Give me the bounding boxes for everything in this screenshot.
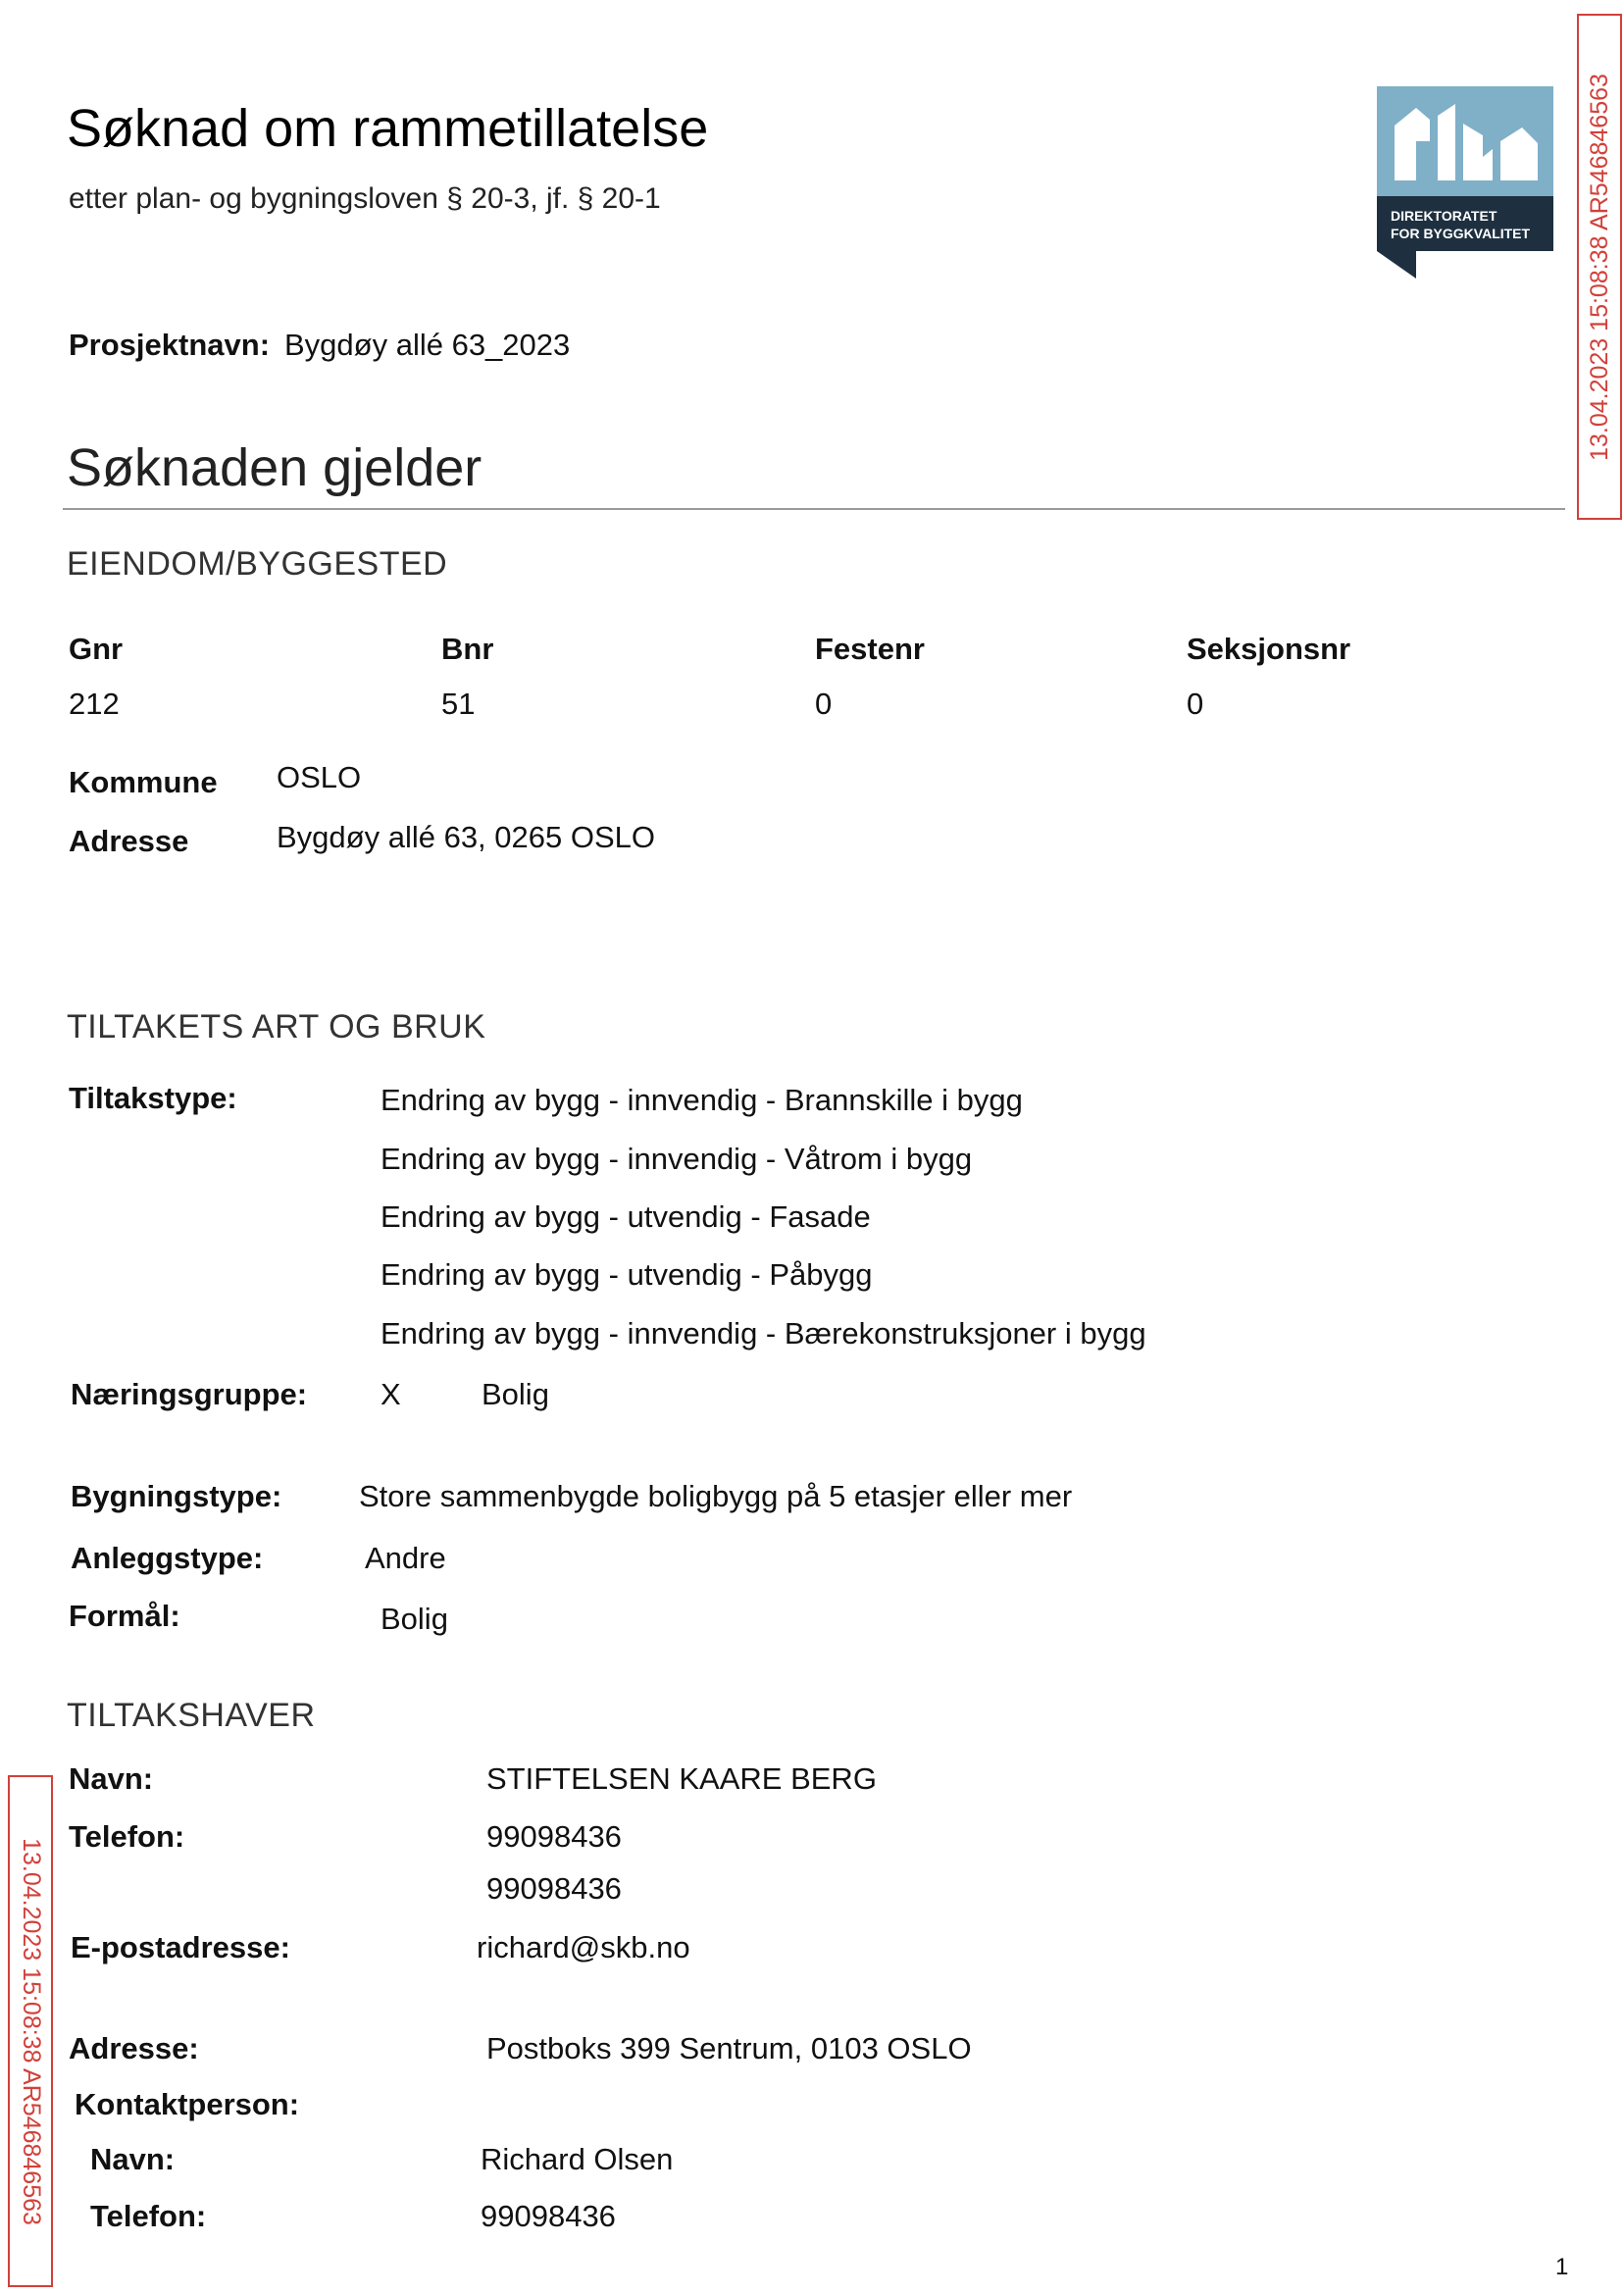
telefon-value: 99098436 bbox=[486, 1819, 622, 1854]
tiltakstype-label: Tiltakstype: bbox=[69, 1081, 237, 1115]
kontaktperson-label: Kontaktperson: bbox=[75, 2087, 300, 2121]
logo-text-line2: FOR BYGGKVALITET bbox=[1391, 226, 1531, 241]
dibk-logo bbox=[1377, 86, 1553, 279]
kontakt-telefon-value: 99098436 bbox=[481, 2199, 616, 2233]
formal-value: Bolig bbox=[381, 1602, 448, 1636]
kommune-label: Kommune bbox=[69, 765, 218, 799]
project-value: Bygdøy allé 63_2023 bbox=[284, 328, 571, 362]
timestamp-stamp-left bbox=[8, 1775, 53, 2287]
tiltakstype-item: Endring av bygg - innvendig - Brannskille i bygg bbox=[381, 1083, 1023, 1117]
bygningstype-value: Store sammenbygde boligbygg på 5 etasjer eller mer bbox=[359, 1479, 1073, 1513]
adresse-value: Bygdøy allé 63, 0265 OSLO bbox=[277, 820, 656, 854]
kontakt-navn-value: Richard Olsen bbox=[481, 2142, 674, 2176]
section-divider bbox=[63, 508, 1565, 510]
adresse-value: Postboks 399 Sentrum, 0103 OSLO bbox=[486, 2031, 972, 2065]
page-number: 1 bbox=[1555, 2254, 1569, 2280]
bnr-value: 51 bbox=[441, 687, 476, 721]
tiltakstype-item: Endring av bygg - utvendig - Fasade bbox=[381, 1199, 871, 1234]
anleggstype-value: Andre bbox=[365, 1541, 446, 1575]
kommune-value: OSLO bbox=[277, 760, 362, 794]
property-heading: EIENDOM/BYGGESTED bbox=[67, 545, 448, 583]
bygningstype-label: Bygningstype: bbox=[71, 1479, 282, 1513]
tiltakshaver-heading: TILTAKSHAVER bbox=[67, 1697, 316, 1734]
section-title: Søknaden gjelder bbox=[67, 438, 482, 497]
project-label: Prosjektnavn: bbox=[69, 328, 271, 362]
navn-label: Navn: bbox=[69, 1761, 154, 1796]
tiltak-heading: TILTAKETS ART OG BRUK bbox=[67, 1008, 486, 1045]
stamp-text: 13.04.2023 15:08:38 AR546846563 bbox=[1585, 73, 1613, 461]
timestamp-stamp-top bbox=[1577, 14, 1622, 520]
formal-label: Formål: bbox=[69, 1599, 180, 1633]
epost-label: E-postadresse: bbox=[71, 1930, 290, 1964]
navn-value: STIFTELSEN KAARE BERG bbox=[486, 1761, 877, 1796]
gnr-label: Gnr bbox=[69, 632, 124, 666]
naeringsgruppe-label: Næringsgruppe: bbox=[71, 1377, 308, 1411]
gnr-value: 212 bbox=[69, 687, 120, 721]
kontakt-telefon-label: Telefon: bbox=[90, 2199, 207, 2233]
logo-text-line1: DIREKTORATET bbox=[1391, 208, 1497, 224]
epost-value: richard@skb.no bbox=[477, 1930, 690, 1964]
telefon-value: 99098436 bbox=[486, 1871, 622, 1906]
naeringsgruppe-code: X bbox=[381, 1377, 401, 1411]
telefon-label: Telefon: bbox=[69, 1819, 185, 1854]
tiltakstype-item: Endring av bygg - innvendig - Bærekonstruksjoner i bygg bbox=[381, 1316, 1146, 1351]
festenr-value: 0 bbox=[815, 687, 833, 721]
stamp-text: 13.04.2023 15:08:38 AR546846563 bbox=[17, 1837, 45, 2225]
kontakt-navn-label: Navn: bbox=[90, 2142, 176, 2176]
adresse-label: Adresse bbox=[69, 824, 189, 858]
tiltakstype-item: Endring av bygg - innvendig - Våtrom i bygg bbox=[381, 1142, 973, 1176]
tiltakstype-item: Endring av bygg - utvendig - Påbygg bbox=[381, 1257, 873, 1292]
seksjonsnr-value: 0 bbox=[1187, 687, 1204, 721]
festenr-label: Festenr bbox=[815, 632, 925, 666]
naeringsgruppe-value: Bolig bbox=[482, 1377, 549, 1411]
adresse-label: Adresse: bbox=[69, 2031, 199, 2065]
bnr-label: Bnr bbox=[441, 632, 494, 666]
anleggstype-label: Anleggstype: bbox=[71, 1541, 264, 1575]
document-title: Søknad om rammetillatelse bbox=[67, 99, 709, 158]
seksjonsnr-label: Seksjonsnr bbox=[1187, 632, 1351, 666]
document-subtitle: etter plan- og bygningsloven § 20-3, jf. § 20-1 bbox=[69, 182, 661, 215]
